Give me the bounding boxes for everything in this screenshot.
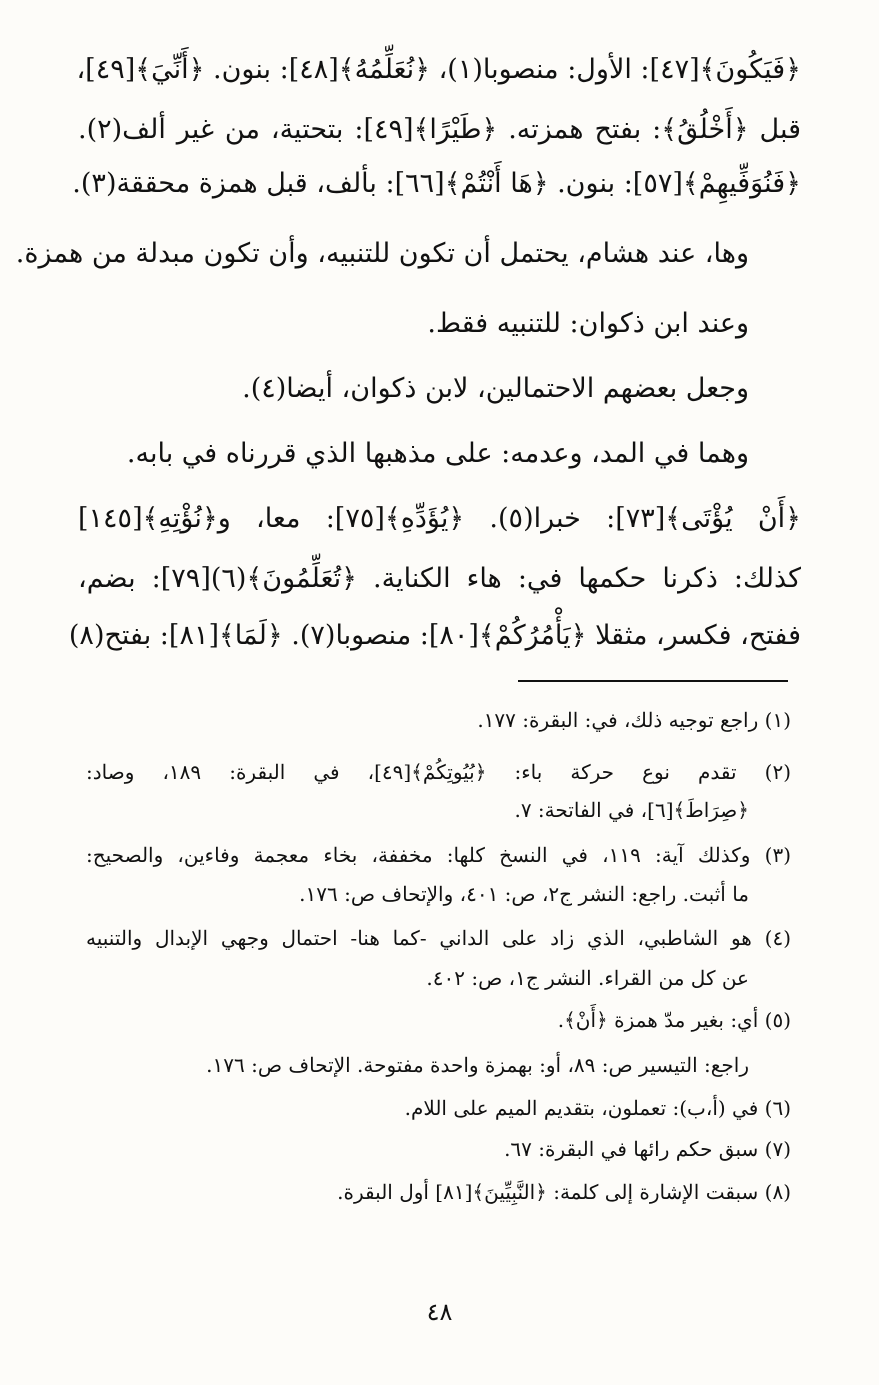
footnote-8: (٨) سبقت الإشارة إلى كلمة: ﴿النَّبِيِّينَ﴾[٨١] أول البقرة. [337, 1180, 791, 1204]
body-line-3: ﴿فَنُوَفِّيهِمْ﴾[٥٧]: بنون. ﴿هَا أَنْتُمْ﴾[٦٦]: بألف، قبل همزة محققة(٣). [72, 168, 801, 199]
footnote-4-cont: عن كل من القراء. النشر ج١، ص: ٤٠٢. [426, 966, 749, 990]
body-line-4: وها، عند هشام، يحتمل أن تكون للتنبيه، وأن تكون مبدلة من همزة. [15, 238, 749, 269]
body-line-7: وهما في المد، وعدمه: على مذهبها الذي قررناه في بابه. [126, 438, 749, 469]
body-line-9: كذلك: ذكرنا حكمها في: هاء الكناية. ﴿تُعَلِّمُونَ﴾(٦)[٧٩]: بضم، [78, 563, 801, 594]
footnote-3-cont: ما أثبت. راجع: النشر ج٢، ص: ٤٠١، والإتحاف ص: ١٧٦. [299, 882, 749, 906]
body-line-1: ﴿فَيَكُونَ﴾[٤٧]: الأول: منصوبا(١)، ﴿نُعَلِّمُهُ﴾[٤٨]: بنون. ﴿أَنِّيَ﴾[٤٩]، [76, 54, 801, 85]
body-line-8: ﴿أَنْ يُؤْتَى﴾[٧٣]: خبرا(٥). ﴿يُؤَدِّهِ﴾[٧٥]: معا، و﴿نُؤْتِهِ﴾[١٤٥] [78, 503, 802, 534]
footnote-2-cont: ﴿صِرَاطَ﴾[٦]، في الفاتحة: ٧. [514, 798, 749, 822]
body-line-2: قبل ﴿أَخْلُقُ﴾: بفتح همزته. ﴿طَيْرًا﴾[٤٩]: بتحتية، من غير ألف(٢). [78, 114, 801, 145]
footnote-7: (٧) سبق حكم رائها في البقرة: ٦٧. [504, 1137, 791, 1161]
footnote-5: (٥) أي: بغير مدّ همزة ﴿أَنْ﴾. [557, 1008, 791, 1032]
page-number: ٤٨ [426, 1298, 453, 1326]
footnote-3: (٣) وكذلك آية: ١١٩، في النسخ كلها: مخففة، بخاء معجمة وفاءين، والصحيح: [86, 843, 792, 867]
footnote-1: (١) راجع توجيه ذلك، في: البقرة: ١٧٧. [477, 708, 791, 732]
footnote-2: (٢) تقدم نوع حركة باء: ﴿بُيُوتِكُمْ﴾[٤٩]، في البقرة: ١٨٩، وصاد: [86, 760, 791, 784]
footnote-separator [518, 680, 788, 682]
footnote-4: (٤) هو الشاطبي، الذي زاد على الداني -كما هنا- احتمال وجهي الإبدال والتنبيه [86, 926, 791, 950]
footnote-6: (٦) في (أ،ب): تعملون، بتقديم الميم على اللام. [404, 1096, 791, 1120]
body-line-6: وجعل بعضهم الاحتمالين، لابن ذكوان، أيضا(٤). [242, 373, 749, 404]
body-line-5: وعند ابن ذكوان: للتنبيه فقط. [427, 308, 749, 339]
body-line-10: ففتح، فكسر، مثقلا ﴿يَأْمُرُكُمْ﴾[٨٠]: منصوبا(٧). ﴿لَمَا﴾[٨١]: بفتح(٨) [68, 620, 801, 651]
footnote-5-cont: راجع: التيسير ص: ٨٩، أو: بهمزة واحدة مفتوحة. الإتحاف ص: ١٧٦. [206, 1053, 749, 1077]
